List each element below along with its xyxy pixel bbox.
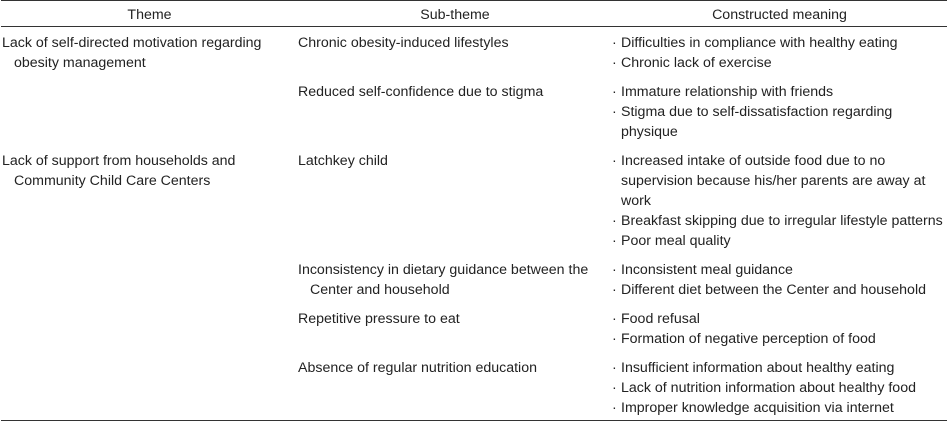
meaning-list-item [612, 53, 947, 73]
theme-cell [1, 303, 298, 352]
meaning-list-item [612, 260, 947, 280]
theme-cell [1, 352, 298, 421]
table-body [1, 27, 947, 421]
bullet-icon: · [612, 55, 617, 71]
table-row [1, 27, 947, 77]
meaning-list-item [612, 211, 947, 231]
table-header [1, 1, 947, 27]
header-row [1, 1, 947, 27]
theme-text: Lack of support from households and Community Child Care Centers [2, 153, 236, 189]
constructed-meaning-cell [612, 254, 947, 303]
themes-table [1, 0, 947, 421]
sub-theme-cell [298, 76, 612, 145]
meaning-list-item [612, 280, 947, 300]
bullet-icon: · [612, 262, 617, 278]
theme-text: Lack of self-directed motivation regarding obesity management [2, 35, 262, 71]
theme-cell [1, 254, 298, 303]
sub-theme-cell [298, 303, 612, 352]
bullet-icon: · [612, 84, 617, 100]
theme-cell [1, 76, 298, 145]
meaning-text: Chronic lack of exercise [621, 55, 772, 71]
meaning-list-item [612, 398, 947, 418]
table-row [1, 145, 947, 254]
bullet-icon: · [612, 35, 617, 51]
meaning-list-item [612, 309, 947, 329]
sub-theme-cell [298, 145, 612, 254]
bullet-icon: · [612, 282, 617, 298]
meaning-list-item [612, 151, 947, 211]
constructed-meaning-cell [612, 352, 947, 421]
bullet-icon: · [612, 213, 617, 229]
sub-theme-text: Chronic obesity-induced lifestyles [298, 35, 509, 51]
bullet-icon: · [612, 400, 617, 416]
theme-cell [1, 27, 298, 77]
sub-theme-text: Repetitive pressure to eat [298, 311, 460, 327]
meaning-text: Improper knowledge acquisition via internet [621, 400, 894, 416]
meaning-list-item [612, 329, 947, 349]
constructed-meaning-cell [612, 303, 947, 352]
meaning-list-item [612, 82, 947, 102]
meaning-list [612, 309, 947, 349]
meaning-text: Different diet between the Center and household [621, 282, 926, 298]
header-theme: Theme [1, 1, 298, 27]
meaning-text: Difficulties in compliance with healthy eating [621, 35, 898, 51]
bullet-icon: · [612, 331, 617, 347]
meaning-list [612, 260, 947, 300]
meaning-list [612, 151, 947, 251]
constructed-meaning-cell [612, 76, 947, 145]
meaning-text: Increased intake of outside food due to no supervision because his/her parents are away at work [621, 153, 926, 209]
bullet-icon: · [612, 153, 617, 169]
bullet-icon: · [612, 104, 617, 120]
meaning-text: Inconsistent meal guidance [621, 262, 793, 278]
bullet-icon: · [612, 360, 617, 376]
table-row [1, 303, 947, 352]
meaning-text: Insufficient information about healthy eating [621, 360, 895, 376]
header-constructed-meaning: Constructed meaning [612, 1, 947, 27]
sub-theme-text: Latchkey child [298, 153, 388, 169]
meaning-text: Food refusal [621, 311, 700, 327]
sub-theme-text: Reduced self-confidence due to stigma [298, 84, 544, 100]
meaning-text: Stigma due to self-dissatisfaction regarding physique [621, 104, 893, 140]
table-row [1, 254, 947, 303]
meaning-list [612, 82, 947, 142]
header-sub-theme: Sub-theme [298, 1, 612, 27]
bullet-icon: · [612, 311, 617, 327]
meaning-list [612, 33, 947, 73]
sub-theme-cell [298, 352, 612, 421]
theme-cell [1, 145, 298, 254]
meaning-text: Immature relationship with friends [621, 84, 834, 100]
meaning-list-item [612, 33, 947, 53]
bullet-icon: · [612, 233, 617, 249]
constructed-meaning-cell [612, 145, 947, 254]
meaning-text: Formation of negative perception of food [621, 331, 876, 347]
sub-theme-text: Inconsistency in dietary guidance between the Center and household [298, 262, 589, 298]
table-row [1, 76, 947, 145]
meaning-text: Breakfast skipping due to irregular lifestyle patterns [621, 213, 943, 229]
meaning-list-item [612, 378, 947, 398]
meaning-text: Poor meal quality [621, 233, 731, 249]
meaning-text: Lack of nutrition information about healthy food [621, 380, 916, 396]
sub-theme-cell [298, 254, 612, 303]
meaning-list-item [612, 231, 947, 251]
meaning-list [612, 358, 947, 418]
bullet-icon: · [612, 380, 617, 396]
table-row [1, 352, 947, 421]
sub-theme-cell [298, 27, 612, 77]
constructed-meaning-cell [612, 27, 947, 77]
meaning-list-item [612, 358, 947, 378]
sub-theme-text: Absence of regular nutrition education [298, 360, 537, 376]
meaning-list-item [612, 102, 947, 142]
